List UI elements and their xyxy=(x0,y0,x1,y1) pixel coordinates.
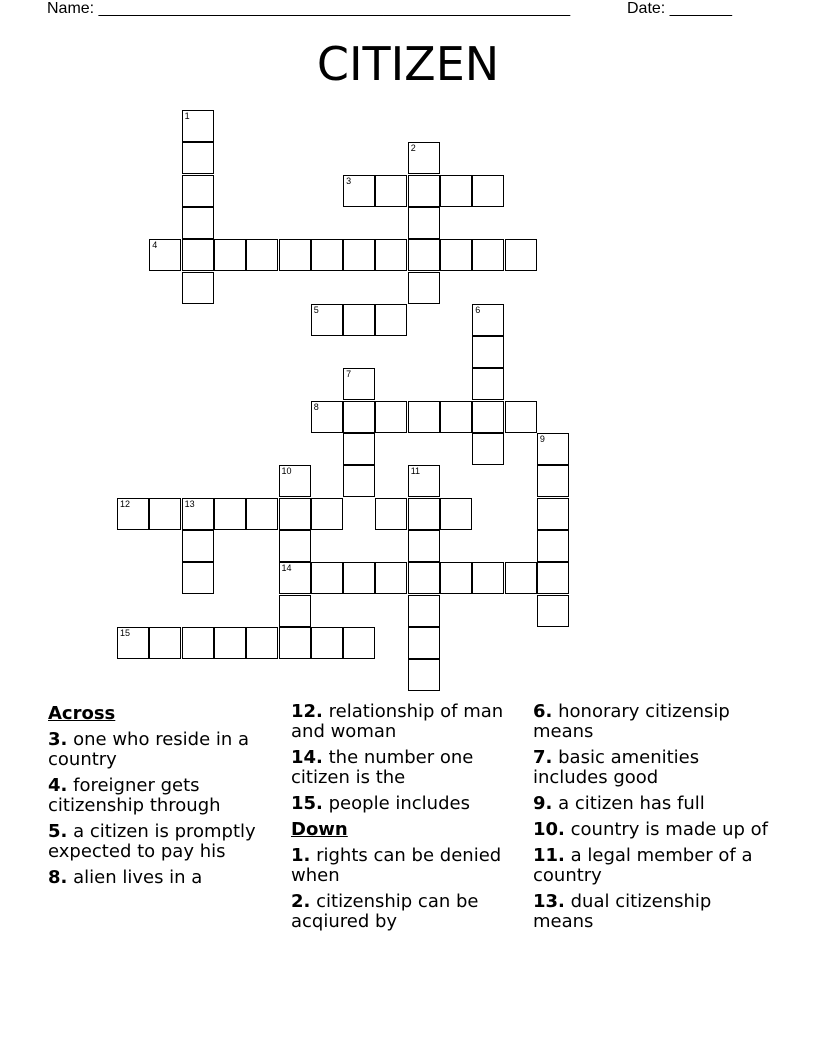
grid-cell[interactable] xyxy=(408,498,440,530)
grid-cell[interactable] xyxy=(343,304,375,336)
clue-number: 15 xyxy=(120,627,131,638)
grid-cell[interactable] xyxy=(537,498,569,530)
grid-cell[interactable] xyxy=(246,627,278,659)
grid-cell[interactable] xyxy=(537,562,569,594)
clue-down-7: 7. basic amenities includes good xyxy=(533,747,700,788)
grid-cell[interactable] xyxy=(408,562,440,594)
clue-number: 1 xyxy=(184,111,190,121)
across-heading: Across xyxy=(48,703,116,724)
grid-cell[interactable] xyxy=(182,207,214,239)
grid-cell[interactable] xyxy=(408,239,440,271)
grid-cell[interactable] xyxy=(408,627,440,659)
grid-cell[interactable] xyxy=(343,562,375,594)
grid-cell[interactable] xyxy=(375,175,407,207)
clue-number: 8 xyxy=(313,401,319,412)
grid-cell[interactable] xyxy=(279,562,311,594)
clue-down-2: 2. citizenship can be acqiured by xyxy=(291,891,479,932)
clue-across-14: 14. the number one citizen is the xyxy=(291,747,474,788)
clue-number: 6 xyxy=(475,304,481,315)
grid-cell[interactable] xyxy=(246,498,278,530)
grid-cell[interactable] xyxy=(375,498,407,530)
grid-cell[interactable] xyxy=(505,239,537,271)
clues-column-3 xyxy=(533,702,773,938)
grid-cell[interactable] xyxy=(182,110,214,142)
clue-down-10: 10. country is made up of xyxy=(533,819,768,840)
grid-cell[interactable] xyxy=(214,498,246,530)
grid-cell[interactable] xyxy=(537,530,569,562)
clue-down-11: 11. a legal member of a country xyxy=(533,845,753,886)
grid-cell[interactable] xyxy=(505,401,537,433)
date-field[interactable]: Date: _______ xyxy=(627,0,732,17)
grid-cell[interactable] xyxy=(182,562,214,594)
grid-cell[interactable] xyxy=(182,175,214,207)
grid-cell[interactable] xyxy=(182,530,214,562)
grid-cell[interactable] xyxy=(472,368,504,400)
grid-cell[interactable] xyxy=(375,401,407,433)
name-field[interactable]: Name: _____________________________________________________ xyxy=(47,0,571,17)
grid-cell[interactable] xyxy=(537,595,569,627)
grid-cell[interactable] xyxy=(505,562,537,594)
clue-down-9: 9. a citizen has full xyxy=(533,793,705,814)
grid-cell[interactable] xyxy=(182,142,214,174)
grid-cell[interactable] xyxy=(182,239,214,271)
grid-cell[interactable] xyxy=(279,530,311,562)
grid-cell[interactable] xyxy=(408,465,440,497)
grid-cell[interactable] xyxy=(117,627,149,659)
clue-number: 2 xyxy=(410,143,416,154)
grid-cell[interactable] xyxy=(440,401,472,433)
grid-cell[interactable] xyxy=(472,562,504,594)
grid-cell[interactable] xyxy=(408,595,440,627)
grid-cell[interactable] xyxy=(311,627,343,659)
clue-number: 5 xyxy=(313,304,319,315)
clue-number: 3 xyxy=(346,175,352,186)
clue-number: 10 xyxy=(281,466,292,477)
clue-down-6: 6. honorary citizensip means xyxy=(533,701,730,742)
clue-across-5: 5. a citizen is promptly expected to pay his xyxy=(48,821,256,862)
grid-cell[interactable] xyxy=(279,627,311,659)
grid-cell[interactable] xyxy=(279,239,311,271)
grid-cell[interactable] xyxy=(311,498,343,530)
grid-cell[interactable] xyxy=(472,239,504,271)
grid-cell[interactable] xyxy=(279,595,311,627)
clue-across-3: 3. one who reside in a country xyxy=(48,729,250,770)
grid-cell[interactable] xyxy=(311,401,343,433)
clue-number: 7 xyxy=(346,369,352,380)
grid-cell[interactable] xyxy=(440,175,472,207)
grid-cell[interactable] xyxy=(408,530,440,562)
grid-cell[interactable] xyxy=(149,239,181,271)
grid-cell[interactable] xyxy=(343,368,375,400)
grid-cell[interactable] xyxy=(182,498,214,530)
clue-across-15: 15. people includes xyxy=(291,793,470,814)
grid-cell[interactable] xyxy=(375,304,407,336)
grid-cell[interactable] xyxy=(311,562,343,594)
grid-cell[interactable] xyxy=(472,401,504,433)
grid-cell[interactable] xyxy=(279,465,311,497)
clue-number: 11 xyxy=(410,466,421,477)
clues-column-2 xyxy=(291,702,516,938)
grid-cell[interactable] xyxy=(375,562,407,594)
grid-cell[interactable] xyxy=(472,304,504,336)
grid-cell[interactable] xyxy=(343,239,375,271)
clues-column-1 xyxy=(48,702,273,894)
clue-down-13: 13. dual citizenship means xyxy=(533,891,712,932)
grid-cell[interactable] xyxy=(472,336,504,368)
grid-cell[interactable] xyxy=(408,175,440,207)
grid-cell[interactable] xyxy=(343,401,375,433)
puzzle-title: CITIZEN xyxy=(316,37,500,91)
grid-cell[interactable] xyxy=(537,465,569,497)
grid-cell[interactable] xyxy=(117,498,149,530)
grid-cell[interactable] xyxy=(149,498,181,530)
grid-cell[interactable] xyxy=(440,239,472,271)
grid-cell[interactable] xyxy=(311,239,343,271)
clue-across-4: 4. foreigner gets citizenship through xyxy=(48,775,221,816)
clue-across-8: 8. alien lives in a xyxy=(48,867,203,888)
grid-cell[interactable] xyxy=(408,272,440,304)
grid-cell[interactable] xyxy=(375,239,407,271)
grid-cell[interactable] xyxy=(214,239,246,271)
grid-cell[interactable] xyxy=(408,401,440,433)
grid-cell[interactable] xyxy=(343,433,375,465)
grid-cell[interactable] xyxy=(149,627,181,659)
grid-cell[interactable] xyxy=(343,175,375,207)
grid-cell[interactable] xyxy=(343,465,375,497)
grid-cell[interactable] xyxy=(472,433,504,465)
grid-cell[interactable] xyxy=(182,272,214,304)
clue-down-1: 1. rights can be denied when xyxy=(291,845,502,886)
grid-cell[interactable] xyxy=(311,304,343,336)
grid-cell[interactable] xyxy=(343,627,375,659)
grid-cell[interactable] xyxy=(472,175,504,207)
grid-cell[interactable] xyxy=(440,498,472,530)
clue-number: 14 xyxy=(281,563,292,574)
clue-number: 12 xyxy=(120,498,131,509)
grid-cell[interactable] xyxy=(537,433,569,465)
grid-cell[interactable] xyxy=(246,239,278,271)
grid-cell[interactable] xyxy=(279,498,311,530)
grid-cell[interactable] xyxy=(214,627,246,659)
grid-cell[interactable] xyxy=(408,659,440,691)
clue-number: 4 xyxy=(152,240,158,251)
clue-across-12: 12. relationship of man and woman xyxy=(291,701,504,742)
grid-cell[interactable] xyxy=(408,142,440,174)
clue-number: 9 xyxy=(539,434,545,444)
down-heading: Down xyxy=(291,819,348,840)
grid-cell[interactable] xyxy=(408,207,440,239)
clue-number: 13 xyxy=(184,498,195,509)
grid-cell[interactable] xyxy=(440,562,472,594)
grid-cell[interactable] xyxy=(182,627,214,659)
